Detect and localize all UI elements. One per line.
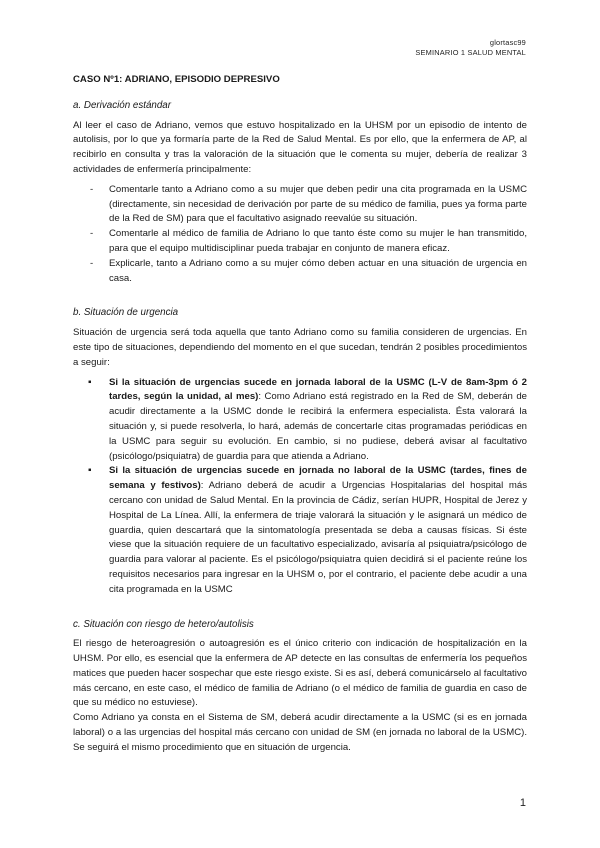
list-item: - Explicarle, tanto a Adriano como a su mujer cómo deben actuar en una situación de urgencia en casa.: [73, 257, 527, 287]
page-number: 1: [519, 797, 526, 809]
section-b-title: b. Situación de urgencia: [73, 307, 179, 319]
list-item: - Comentarle al médico de familia de Adriano lo que tanto éste como su mujer le han transmitido, para que el equipo multidisciplinar pueda trabajar en conjunto de manera eficaz.: [73, 227, 527, 257]
header-course: SEMINARIO 1 SALUD MENTAL: [415, 48, 526, 57]
section-c-paragraph-1: El riesgo de heteroagresión o autoagresión es el único criterio con indicación de hospitalización en la UHSM. Por ello, es esencial que la enfermera de AP detecte en las consultas de enfermería los pequeños matices que pueden hacer sospechar que este riesgo existe. Si es así, deberá comunicárselo al facultativo más cercano, en este caso, el médico de familia de Adriano (o el médico de familia de guardia en caso de que su médico no estuviese).: [73, 638, 527, 709]
document-body: [73, 73, 527, 756]
section-b-list: [73, 376, 527, 598]
list-item: [73, 464, 527, 597]
section-c-paragraph-2: Como Adriano ya consta en el Sistema de SM, deberá acudir directamente a la USMC (si es en jornada laboral) o a las urgencias del hospital más cercano con unidad de SM (en jornada no laboral de la USMC). Se seguirá el mismo procedimiento que en situación de urgencia.: [73, 712, 527, 753]
section-a-intro: Al leer el caso de Adriano, vemos que estuvo hospitalizado en la UHSM por un episodio de intento de autolisis, por lo que ya formaría parte de la Red de Salud Mental. Es por ello, que la enfermera de AP, al recibirlo en consulta y tras la valoración de la situación que le comenta su mujer, debería de realizar 3 actividades de enfermería principalmente:: [73, 119, 527, 175]
list-item-heading: Si la situación de urgencias sucede en jornada laboral de la USMC (L-V de 8am-3pm ó 2 tardes, según la unidad, al mes): [109, 376, 527, 403]
list-item: [73, 376, 527, 465]
list-item-text: : Adriano deberá de acudir a Urgencias Hospitalarias del hospital más cercano con unidad de Salud Mental. En la provincia de Cádiz, serían HUPR, Hospital de Jerez y Hospital de La Línea. Allí, la enfermera de triaje valorará la situación y le asignará un médico de guardia, quien descartará que la sintomatología presentada se deba a causas físicas. Si éste viese que la situación requiere de un facultativo especializado, avisaría al psiquiatra/psicólogo de guardia para valorar al paciente. Es el psicólogo/psiquiatra quien decidirá si el paciente reúne los requisitos necesarios para ingresar en la UHSM o, por el contrario, el paciente debe acudir a una cita programada en la USMC: [109, 480, 527, 595]
section-a-list: [73, 183, 527, 287]
section-a-title: a. Derivación estándar: [73, 99, 172, 111]
case-title: CASO Nº1: ADRIANO, EPISODIO DEPRESIVO: [73, 74, 280, 85]
list-item: - Comentarle tanto a Adriano como a su mujer que deben pedir una cita programada en la USMC (directamente, sin necesidad de derivación por parte de su médico de familia, pues ya forma parte de la Red de SM) para que el facultativo asignado reevalúe su situación.: [73, 183, 527, 227]
section-c-title: c. Situación con riesgo de hetero/autolisis: [73, 618, 254, 630]
header-author: glortasc99: [489, 38, 526, 47]
list-item-heading: Si la situación de urgencias sucede en jornada no laboral de la USMC (tardes, fines de semana y festivos): [109, 465, 527, 492]
section-b-intro: Situación de urgencia será toda aquella que tanto Adriano como su familia consideren de urgencias. En este tipo de situaciones, dependiendo del momento en el que sucedan, tendrán 2 posibles procedimientos a seguir:: [73, 327, 527, 368]
list-item-text: : Como Adriano está registrado en la Red de SM, deberán de acudir directamente a la USMC donde le recibirá la enfermera especialista. Ésta valorará la situación y, si puede resolverla, lo hará, además de concertarle citas programadas periódicas en la USMC para seguir su evolución. En cambio, si no pudiese, deberá avisar al facultativo (psicólogo/psiquiatra) de guardia para que atienda a Adriano.: [109, 391, 527, 462]
